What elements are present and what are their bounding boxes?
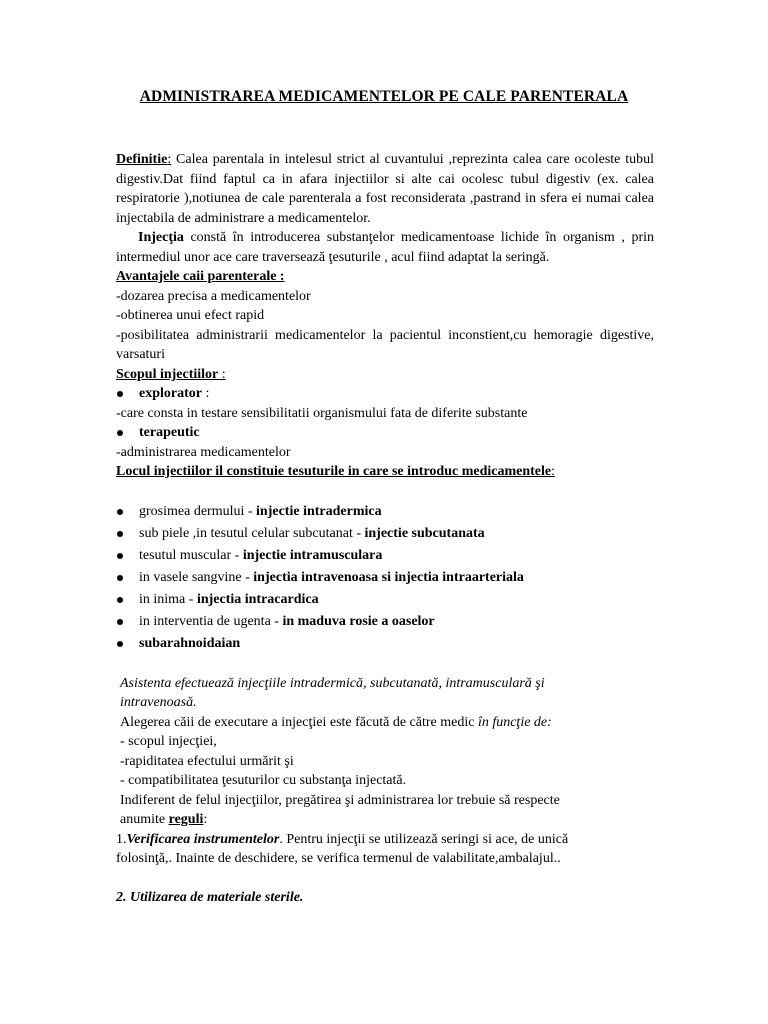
rule-1-title: Verificarea instrumentelor	[126, 831, 280, 847]
location-item	[116, 611, 654, 633]
spacer	[116, 482, 654, 501]
rule-1-number: 1.	[116, 831, 127, 847]
advantages-heading: Avantajele caii parenterale :	[116, 269, 285, 284]
nurse-line: intravenoasă.	[120, 695, 197, 710]
advantage-item: -posibilitatea administrarii medicamentelor la pacientul inconstient,cu hemoragie digestive, varsaturi	[116, 327, 654, 362]
purpose-heading-colon: :	[218, 366, 226, 382]
location-item-type: injectie intramusculara	[242, 547, 383, 563]
spacer	[116, 869, 654, 888]
injection-text: constă în introducerea substanţelor medicamentoase lichide în organism , prin intermediul unor ace care traversează ţesuturile , acul fiind adaptat la seringă.	[116, 230, 654, 265]
bullet-explorator	[116, 384, 654, 404]
definition-label: Definitie	[116, 152, 168, 167]
document-title: ADMINISTRAREA MEDICAMENTELOR PE CALE PARENTERALA	[139, 88, 629, 105]
rules-intro-line: Indiferent de felul injecţiilor, pregătirea şi administrarea lor trebuie să respecte	[120, 792, 560, 808]
rule-1	[116, 830, 654, 869]
choice-italic: în funcţie de:	[477, 714, 552, 730]
choice-item: - scopul injecţiei,	[120, 734, 217, 749]
location-item	[116, 523, 654, 545]
rules-colon: :	[203, 812, 208, 827]
location-heading-text: Locul injectiilor il constituie tesuturile in care se introduc medicamentele	[116, 464, 552, 479]
bullet-terapeutic	[116, 423, 654, 443]
rules-prefix: anumite	[120, 812, 169, 827]
rule-1-line: folosinţă,. Inainte de deschidere, se verifica termenul de valabilitate,ambalajul..	[116, 851, 561, 866]
rule-2: 2. Utilizarea de materiale sterile.	[116, 889, 304, 905]
location-item-type: injectie subcutanata	[364, 525, 485, 541]
definition-colon: :	[167, 152, 172, 167]
choice-text: Alegerea căii de executare a injecţiei este făcută de către medic	[120, 714, 478, 730]
purpose-heading-text: Scopul injectiilor	[116, 366, 219, 382]
bullet-dot-icon	[117, 509, 123, 515]
location-item-text: tesutul muscular -	[139, 547, 243, 563]
location-list	[116, 501, 654, 655]
explorator-description: -care consta in testare sensibilitatii organismului fata de diferite substante	[116, 405, 528, 421]
bullet-dot-icon	[117, 597, 123, 603]
definition-paragraph	[116, 150, 654, 228]
nurse-paragraph	[116, 674, 654, 713]
location-item-text: in inima -	[139, 591, 197, 607]
location-heading	[116, 462, 654, 482]
location-item-text: in interventia de ugenta -	[139, 613, 283, 629]
location-item-type: injectia intravenoasa si injectia intraarteriala	[253, 569, 524, 585]
purpose-heading	[116, 365, 654, 385]
terapeutic-label: terapeutic	[139, 425, 200, 440]
location-item	[116, 567, 654, 589]
spacer	[116, 655, 654, 674]
injection-paragraph	[116, 228, 654, 267]
rule-1-text: . Pentru injecţii se utilizează seringi si ace, de unică	[279, 831, 569, 847]
nurse-line: Asistenta efectuează injecţiile intradermică, subcutanată, intramusculară şi	[120, 675, 545, 691]
definition-text: Calea parentala in intelesul strict al cuvantului ,reprezinta calea care ocoleste tubul digestiv.Dat fiind faptul ca in afara injectiilor si alte cai ocolesc tubul digestiv (ex. calea respiratorie ),notiunea de cale parenterala a fost reconsiderata ,pastrand in sfera ei numai calea injectabila de administrare a medicamentelor.	[116, 152, 654, 226]
location-item-type: injectia intracardica	[196, 591, 319, 607]
location-item-text: grosimea dermului -	[139, 503, 257, 519]
bullet-dot-icon	[117, 430, 123, 436]
explorator-colon: :	[201, 386, 210, 401]
bullet-dot-icon	[117, 391, 123, 397]
rules-word: reguli	[168, 812, 204, 827]
bullet-dot-icon	[117, 553, 123, 559]
location-item	[116, 633, 654, 655]
bullet-dot-icon	[117, 531, 123, 537]
location-item	[116, 589, 654, 611]
bullet-dot-icon	[117, 641, 123, 647]
advantage-item: -obtinerea unui efect rapid	[116, 308, 265, 323]
rules-intro-line	[120, 810, 654, 830]
document-body	[116, 150, 654, 907]
rule-1-line	[116, 830, 654, 850]
location-item-type: in maduva rosie a oaselor	[282, 613, 435, 629]
choice-line	[120, 713, 654, 733]
explorator-label: explorator	[139, 386, 202, 401]
rules-intro	[116, 791, 654, 830]
injection-term: Injecţia	[138, 230, 184, 245]
bullet-dot-icon	[117, 575, 123, 581]
location-heading-colon: :	[551, 464, 555, 479]
location-item	[116, 501, 654, 523]
choice-paragraph	[116, 713, 654, 791]
location-item-text: in vasele sangvine -	[139, 569, 254, 585]
location-item-text: sub piele ,in tesutul celular subcutanat -	[139, 525, 365, 541]
location-item-type: subarahnoidaian	[139, 635, 241, 651]
choice-item: -rapiditatea efectului urmărit şi	[120, 753, 294, 769]
location-item	[116, 545, 654, 567]
choice-item: - compatibilitatea ţesuturilor cu substanţa injectată.	[120, 773, 407, 788]
bullet-dot-icon	[117, 619, 123, 625]
terapeutic-description: -administrarea medicamentelor	[116, 444, 291, 460]
location-item-type: injectie intradermica	[256, 503, 382, 519]
advantage-item: -dozarea precisa a medicamentelor	[116, 288, 311, 304]
